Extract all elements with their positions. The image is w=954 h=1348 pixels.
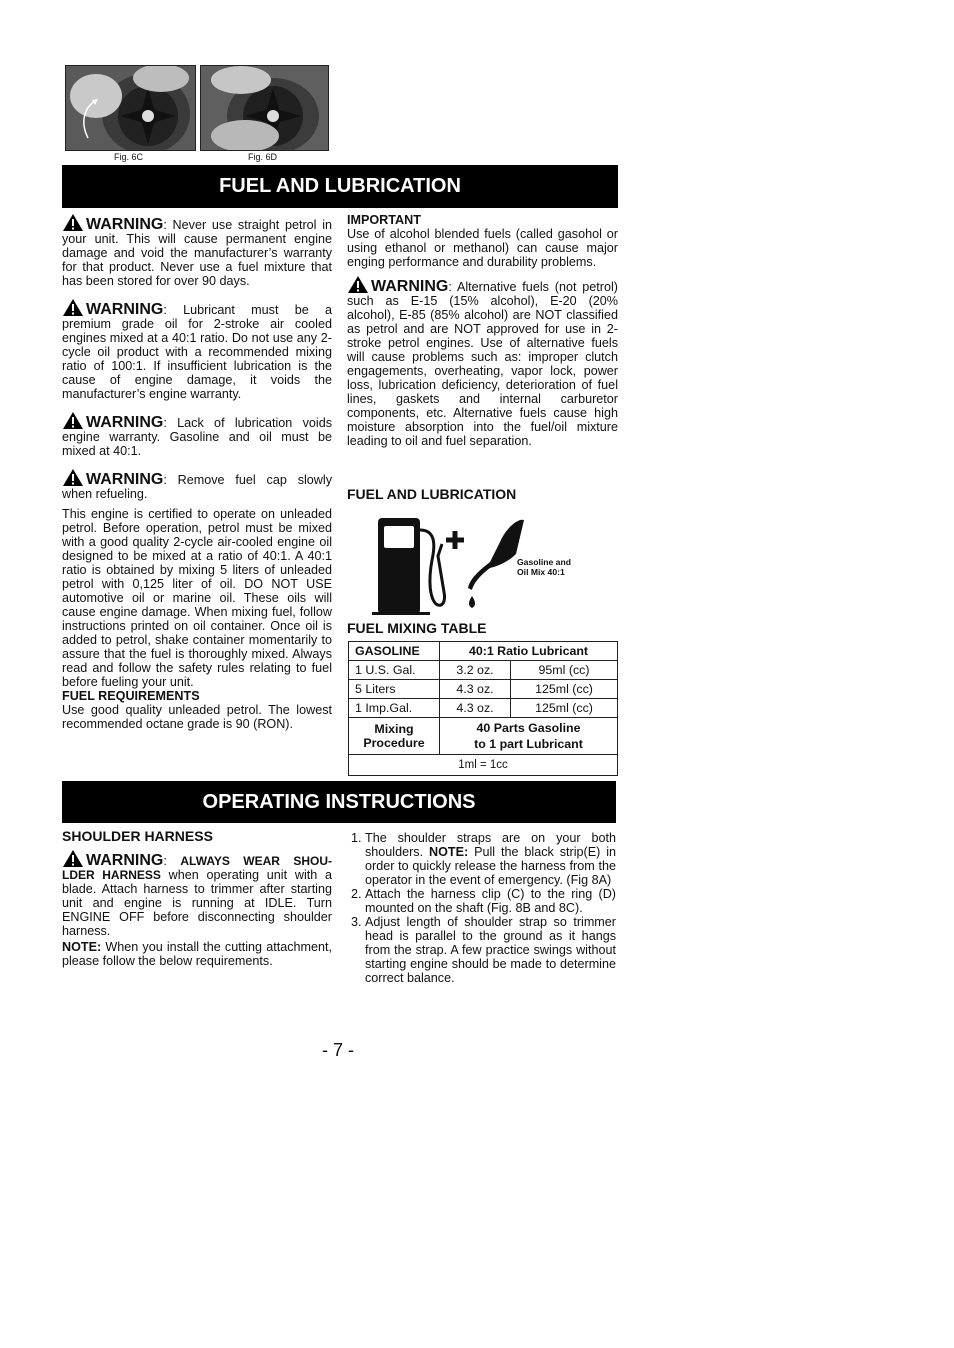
operating-right-column	[347, 831, 616, 985]
procedure-label-line-1: Mixing	[374, 722, 414, 736]
warning-text: : Lubricant must be a premium grade oil for 2-stroke air cooled engines mixed at a 40:1 ratio. Do not use any 2-cycle oil product with a recommended mixing ratio of 100:1. If insufficient lubrication is the cause of engine damage, it voids the manufacturer’s engine warranty.	[62, 303, 332, 401]
fuel-mixing-table	[348, 641, 618, 776]
fuel-lubrication-heading: FUEL AND LUBRICATION	[347, 486, 517, 502]
mix-label-line-2: Oil Mix 40:1	[517, 567, 565, 577]
fuel-mix-illustration	[368, 512, 528, 616]
warning-triangle-icon	[62, 213, 84, 232]
warning-block	[347, 275, 618, 448]
table-cell: 95ml (cc)	[511, 661, 618, 680]
mixing-procedure-value	[440, 718, 618, 755]
warning-label: WARNING	[86, 852, 164, 869]
left-column	[62, 213, 332, 731]
operating-left-column	[62, 829, 332, 968]
warning-emphasis: ALWAYS WEAR SHOU-LDER HARNESS	[62, 854, 332, 882]
warning-label: WARNING	[371, 278, 449, 295]
warning-block	[62, 849, 332, 938]
page-number: - 7 -	[322, 1040, 355, 1060]
warning-label: WARNING	[86, 301, 164, 318]
fuel-mixing-table-heading: FUEL MIXING TABLE	[347, 620, 487, 636]
harness-steps-list	[347, 831, 616, 985]
warning-triangle-icon	[62, 849, 84, 868]
mixing-procedure-label	[349, 718, 440, 755]
fuel-pump-oil-can-icon	[368, 512, 528, 616]
warning-label: WARNING	[86, 471, 164, 488]
table-header-row	[349, 642, 618, 661]
table-row-procedure	[349, 718, 618, 755]
important-text: Use of alcohol blended fuels (called gasohol or using ethanol or methanol) can cause major enging performance and durability problems.	[347, 227, 618, 269]
table-row	[349, 680, 618, 699]
trimmer-head-image	[201, 66, 328, 150]
mix-label-line-1: Gasoline and	[517, 557, 571, 567]
step-note-label: NOTE:	[429, 845, 469, 859]
warning-triangle-icon	[62, 411, 84, 430]
warning-block	[62, 213, 332, 288]
warning-block	[62, 468, 332, 501]
note-block	[62, 940, 332, 968]
step-text: Pull the black strip(E) in order to quickly release the harness from the operator in the event of emergency. (Fig 8A)	[365, 845, 616, 887]
figure-6c	[65, 65, 196, 151]
procedure-value-line-2: to 1 part Lubricant	[474, 737, 583, 751]
fig-6c-caption: Fig. 6C	[114, 152, 144, 162]
note-label: NOTE:	[62, 940, 102, 954]
table-row	[349, 661, 618, 680]
warning-text: : Lack of lubrication voids engine warranty. Gasoline and oil must be mixed at 40:1.	[62, 416, 332, 458]
list-item: 2. Attach the harness clip (C) to the ring (D) mounted on the shaft (Fig. 8B and 8C).	[365, 887, 616, 915]
procedure-label-line-2: Procedure	[363, 736, 425, 750]
step-text: The shoulder straps are on your both shoulders.	[365, 831, 616, 859]
table-cell: 4.3 oz.	[440, 680, 511, 699]
section-title: OPERATING INSTRUCTIONS	[202, 791, 476, 813]
table-cell: 125ml (cc)	[511, 680, 618, 699]
warning-label: WARNING	[86, 414, 164, 431]
figure-6d	[200, 65, 329, 151]
fig-6d-caption: Fig. 6D	[248, 152, 278, 162]
important-heading: IMPORTANT	[347, 213, 421, 227]
note-text: When you install the cutting attachment, please follow the below requirements.	[62, 940, 332, 968]
mixing-table	[348, 641, 618, 776]
list-item	[365, 831, 616, 887]
table-footnote: 1ml = 1cc	[349, 755, 618, 776]
table-cell: 3.2 oz.	[440, 661, 511, 680]
warning-triangle-icon	[347, 275, 369, 294]
table-cell: 5 Liters	[349, 680, 440, 699]
warning-triangle-icon	[62, 298, 84, 317]
table-row	[349, 699, 618, 718]
table-footnote-row	[349, 755, 618, 776]
fuel-body-text: This engine is certified to operate on unleaded petrol. Before operation, petrol must be mixed with a good quality 2-cycle air-cooled engine oil designed to be mixed at a ratio of 40:1. A 40:1 ratio is obtained by mixing 5 liters of unleaded petrol with 0,125 liter of oil. DO NOT USE automotive oil or marine oil. These oils will cause engine damage. When mixing fuel, follow instructions printed on oil container. Once oil is added to petrol, shake container momentarily to assure that the fuel is thoroughly mixed. Always read and follow the safety rules relating to fuel before fueling your unit.	[62, 507, 332, 689]
warning-colon: :	[163, 854, 181, 868]
warning-text: : Remove fuel cap slowly when refueling.	[62, 473, 332, 501]
table-header-gasoline: GASOLINE	[349, 642, 440, 661]
table-cell: 4.3 oz.	[440, 699, 511, 718]
trimmer-head-image	[66, 66, 195, 150]
section-title: FUEL AND LUBRICATION	[219, 175, 461, 197]
warning-triangle-icon	[62, 468, 84, 487]
list-item: 3. Adjust length of shoulder strap so trimmer head is parallel to the ground as it hangs from the strap. A few practice swings without starting engine should be made to determine correct balance.	[365, 915, 616, 985]
table-cell: 1 U.S. Gal.	[349, 661, 440, 680]
right-column	[347, 213, 618, 448]
section-banner-fuel	[62, 165, 618, 208]
warning-text: : Never use straight petrol in your unit. This will cause permanent engine damage and void the manufacturer’s warranty for that product. Never use a fuel mixture that has been stored for over 90 days.	[62, 218, 332, 288]
warning-text: : Alternative fuels (not petrol) such as E-15 (15% alcohol), E-20 (20% alcohol), E-85 (85% alcohol) are NOT classified as petrol and are NOT approved for use in 2-stroke petrol engines. Use of alternative fuels will cause problems such as: improper clutch engagements, overheating, vapor lock, power loss, lubrication deficiency, deterioration of fuel lines, gaskets and internal carburetor components, etc. Alternative fuels cause high moisture absorption into the fuel/oil mixture leading to oil and fuel separation.	[347, 280, 618, 448]
section-banner-operating	[62, 781, 616, 823]
table-cell: 125ml (cc)	[511, 699, 618, 718]
warning-block	[62, 298, 332, 401]
table-cell: 1 Imp.Gal.	[349, 699, 440, 718]
warning-label: WARNING	[86, 216, 164, 233]
mix-label	[517, 557, 571, 577]
fuel-requirements-text: Use good quality unleaded petrol. The lowest recommended octane grade is 90 (RON).	[62, 703, 332, 731]
warning-text: when operating unit with a blade. Attach harness to trimmer after starting unit and engine is running at IDLE. Turn ENGINE OFF before disconnecting shoulder harness.	[62, 868, 332, 938]
procedure-value-line-1: 40 Parts Gasoline	[476, 721, 581, 735]
warning-block	[62, 411, 332, 458]
shoulder-harness-heading: SHOULDER HARNESS	[62, 828, 213, 844]
fuel-requirements-heading: FUEL REQUIREMENTS	[62, 689, 200, 703]
table-header-lubricant: 40:1 Ratio Lubricant	[440, 642, 618, 661]
